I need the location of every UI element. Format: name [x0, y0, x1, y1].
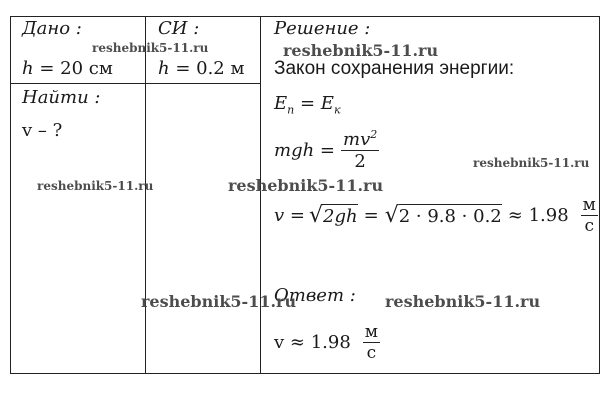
find-value: v – ?	[22, 120, 63, 141]
sqrt-symbol-2: √	[384, 203, 399, 228]
answer-unit-m-per-s: $\frac{м}{с}$	[364, 322, 379, 363]
watermark: reshebnik5-11.ru	[385, 292, 541, 311]
find-heading: Найти :	[22, 87, 101, 108]
si-value: h = 0.2 м	[158, 58, 245, 79]
equation-mgh: mgh = $\frac{mv^2}{2}$	[274, 128, 378, 172]
equation-velocity: v = √ 2gh = √ 2 · 9.8 · 0.2 ≈ 1.98 $\frac{м}{с}$	[274, 195, 596, 236]
given-heading: Дано :	[22, 18, 82, 39]
watermark: reshebnik5-11.ru	[37, 179, 154, 193]
sqrt-symbol-1: √	[308, 203, 324, 228]
energy-law-text: Закон сохранения энергии:	[274, 58, 515, 79]
watermark: reshebnik5-11.ru	[141, 292, 297, 311]
si-heading: СИ :	[158, 18, 200, 39]
watermark: reshebnik5-11.ru	[92, 41, 209, 55]
watermark: reshebnik5-11.ru	[228, 176, 384, 195]
solution-heading: Решение :	[274, 18, 371, 39]
row-divider	[10, 83, 261, 84]
given-value: h = 20 см	[22, 58, 113, 79]
equation-energy: $E_п = E_к$	[274, 93, 341, 117]
answer-heading: Ответ :	[274, 285, 356, 306]
watermark: reshebnik5-11.ru	[473, 156, 590, 170]
unit-m-per-s: $\frac{м}{с}$	[582, 195, 596, 236]
answer-value: v ≈ 1.98 $\frac{м}{с}$	[274, 322, 379, 363]
column-divider-1	[145, 16, 146, 374]
watermark: reshebnik5-11.ru	[283, 41, 439, 60]
fraction-mv2-over-2: $\frac{mv^2}{2}$	[343, 128, 378, 172]
column-divider-2	[260, 16, 261, 374]
